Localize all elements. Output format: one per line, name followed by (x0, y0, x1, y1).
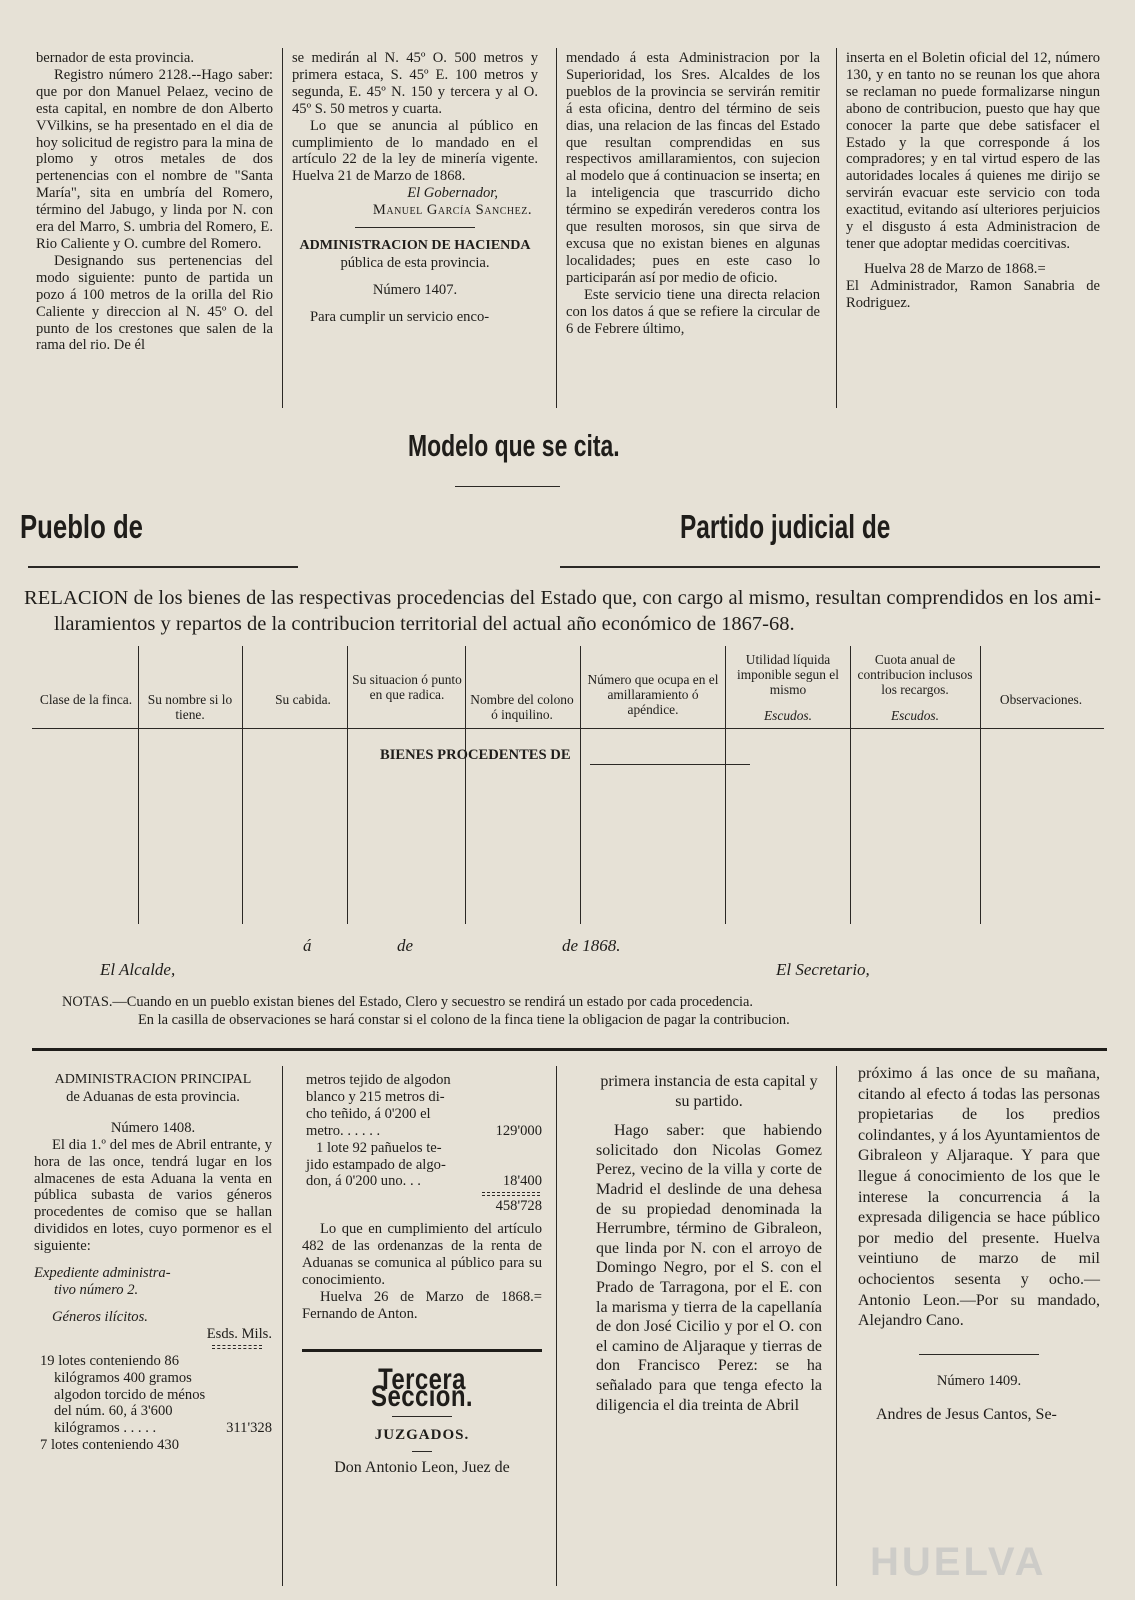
item-1-line-1: 19 lotes conteniendo 86 (40, 1352, 180, 1369)
column-1 (36, 50, 273, 354)
notice-number-1407: Número 1407. (372, 281, 458, 298)
circular-reference-paragraph: Este servicio tiene una directa relacion con los datos á que se refiere la circular de 6 de Febrere último, (566, 286, 820, 337)
nota-1: NOTAS.—Cuando en un pueblo existan bienes del Estado, Clero y secuestro se rendirá un estado por cada procedencia. (62, 994, 753, 1010)
column-rule (836, 1066, 837, 1586)
header-clase: Clase de la finca. (39, 692, 133, 707)
item-1-line-5 (34, 1420, 272, 1437)
section-divider (32, 1048, 1107, 1051)
item-2-line-3: blanco y 215 metros di- (306, 1088, 445, 1105)
deslinde-paragraph: Hago saber: que habiendo solicitado don Nicolas Gomez Perez, vecino de la villa y corte de Madrid el deslinde de una dehesa de su propiedad denominada la Herrumbre, término de Gibraleon, que linda por N. con el arroyo de Domingo Negro, por el S. con el Prado de Tarragona, por el E. con la marisma y tierra de la capellanía de don José Cicilio y por el O. con el camino de Aljaraque y tierras de don Francisco Perez: se ha señalado para que tenga efecto la diligencia el dia treinta de Abril (596, 1122, 822, 1414)
pueblo-label: Pueblo de (20, 508, 143, 545)
table-column-rule (347, 646, 348, 924)
alcalde-signature: El Alcalde, (100, 960, 176, 979)
aduanas-continued-column (302, 1072, 542, 1477)
header-nombre: Su nombre si lo tiene. (147, 692, 233, 722)
seccion-rule (302, 1349, 542, 1352)
aduanas-date-signature: Huelva 26 de Marzo de 1868.= Fernando de Anton. (302, 1288, 542, 1322)
table-column-rule (725, 646, 726, 924)
item-3-line-1: 1 lote 92 pañuelos te- (316, 1139, 442, 1156)
header-cuota-escudos: Escudos. (891, 708, 939, 723)
measurements-paragraph: se medirán al N. 45º O. 500 metros y primera estaca, S. 45º E. 100 metros y segunda, E. 45º N. 150 y tercera y al O. 45º S. 50 metros y cuarta. (292, 50, 538, 117)
relacion-line-1: RELACION de los bienes de las respectivas procedencias del Estado que, con cargo al mismo, resultan comprendidos en los ami- (24, 587, 1102, 609)
juzgado-column (596, 1072, 822, 1415)
juzgados-heading: JUZGADOS. (374, 1426, 470, 1443)
partido-blank-line (560, 566, 1100, 568)
relacion-line-2: llaramientos y repartos de la contribucion territorial del actual año económico de 1867-68. (54, 613, 795, 635)
aduanas-heading: ADMINISTRACION PRINCIPAL (54, 1072, 252, 1087)
header-utilidad: Utilidad líquida imponible segun el mismo (737, 652, 839, 697)
date-a: á (303, 936, 312, 955)
service-paragraph-start: Para cumplir un servicio enco- (310, 308, 490, 325)
total-value: 458'728 (495, 1198, 542, 1215)
item-2-line-2: metros tejido de algodon (306, 1072, 451, 1088)
pueblo-blank-line (28, 566, 298, 568)
hacienda-subheading: pública de esta provincia. (340, 254, 490, 271)
nota-2: En la casilla de observaciones se hará constar si el colono de la finca tiene la obligacion de pagar la contribucion. (138, 1012, 790, 1028)
mine-registry-notice: Registro número 2128.--Hago saber: que por don Manuel Pelaez, vecino de esta capital, en nombre de don Alberto VVilkins, se ha presentado en el dia de hoy solicitud de registro para la mina de plomo y otros metales de dos pertenencias con el nombre de "Santa María", sita en umbría del Romero, término del Jabugo, y linda por N. con era del Marro, S. umbria del Romero, E. Rio Caliente y O. cumbre del Romero. (36, 66, 273, 252)
item-3-line-3 (302, 1173, 542, 1190)
subasta-paragraph: El dia 1.º del mes de Abril entrante, y hora de las once, tendrá lugar en los almacenes de esta Aduana la venta en pública subasta de varios géneros procedentes de comiso que se hallan divididos en lotes, cuyo pormenor es el siguiente: (34, 1136, 272, 1255)
column-3 (566, 50, 820, 337)
citacion-paragraph: próximo á las once de su mañana, citando al efecto á todas las personas propietarias de los predios colindantes, y á los Ayuntamientos de Gibraleon y Aljaraque. Y para que llegue á conocimiento de los que le interese la concurrencia á la expresada diligencia se hace público por medio del presente. Huelva veintiuno de marzo de mil ochocientos sesenta y ocho.—Antonio Leon.—Por su mandado, Alejandro Cano. (858, 1065, 1100, 1330)
double-rule (482, 1192, 540, 1196)
item-1-line-4: del núm. 60, á 3'600 (54, 1403, 173, 1420)
table-column-rule (138, 646, 139, 924)
title-underline (455, 486, 560, 487)
aduanas-column (34, 1072, 272, 1454)
separator (412, 1451, 432, 1452)
secretario-signature: El Secretario, (776, 960, 870, 979)
column-1-first-line: bernador de esta provincia. (36, 50, 195, 66)
header-observaciones: Observaciones. (999, 692, 1083, 707)
esds-mils-header: Esds. Mils. (206, 1325, 272, 1342)
table-column-rule (980, 646, 981, 924)
modelo-title: Modelo que se cita. (408, 428, 620, 463)
table-column-rule (465, 646, 466, 924)
header-cabida: Su cabida. (275, 692, 331, 707)
separator (392, 1416, 452, 1417)
header-cuota: Cuota anual de contribucion inclusos los recargos. (857, 652, 973, 697)
item-2-value: 129'000 (495, 1122, 542, 1139)
separator (919, 1354, 1039, 1355)
cantos-line: Andres de Jesus Cantos, Se- (876, 1406, 1057, 1424)
table-column-rule (242, 646, 243, 924)
column-rule (282, 48, 283, 408)
hacienda-heading: ADMINISTRACION DE HACIENDA (299, 238, 531, 254)
tercera-seccion-heading: Tercera Seccion. (371, 1362, 473, 1413)
item-2-line-4: cho teñido, á 0'200 el (306, 1105, 431, 1122)
primera-instancia: primera instancia de esta capital y su partido. (600, 1073, 818, 1110)
double-rule (212, 1345, 262, 1349)
item-1-line-3: algodon torcido de ménos (54, 1386, 206, 1403)
column-rule (282, 1066, 283, 1586)
header-utilidad-escudos: Escudos. (764, 708, 812, 723)
notice-number-1408: Número 1408. (110, 1119, 196, 1136)
column-2 (292, 50, 538, 326)
service-paragraph-continued: mendado á esta Administracion por la Superioridad, los Sres. Alcaldes de los pueblos de la provincia se servirán remitir á esta oficina, dentro del término de seis dias, una relacion de las fincas del Estado que resultan comprendidas en sus respectivos amillaramientos, con sujecion al modelo que á continuacion se inserta; en la inteligencia que trascurrido dicho término se expedirán verederos contra los que resulten morosos, sin que sirva de excusa que no existan bienes en algunas localidades; pues en este caso lo participarán así por medio de oficio. (566, 50, 820, 286)
item-1-label: kilógramos . . . . . (54, 1420, 157, 1437)
item-1-value: 311'328 (226, 1420, 272, 1437)
date-year: de 1868. (562, 936, 621, 955)
table-column-rule (850, 646, 851, 924)
item-3-label: don, á 0'200 uno. . . (306, 1173, 421, 1190)
item-2-label: metro. . . . . . (306, 1122, 381, 1139)
partido-label: Partido judicial de (680, 508, 891, 545)
generos-ilicitos: Géneros ilícitos. (52, 1308, 148, 1325)
item-2-line-1: 7 lotes conteniendo 430 (40, 1437, 180, 1454)
header-colono: Nombre del colono ó inquilino. (470, 692, 574, 722)
table-column-rule (580, 646, 581, 924)
expediente-line-1: Expediente administra- (34, 1265, 171, 1282)
mine-boundaries-paragraph: Designando sus pertenencias del modo siguiente: punto de partida un pozo á 100 metros de la orilla del Rio Caliente y direccion al N. 45º O. del punto de los crestones que salen de la rama del rio. De él (36, 252, 273, 354)
announcement-paragraph: Lo que se anuncia al público en cumplimiento de lo mandado en el artículo 22 de la ley de minería vigente. Huelva 21 de Marzo de 1868. (292, 117, 538, 185)
column-rule (836, 48, 837, 408)
item-3-line-2: jido estampado de algo- (306, 1156, 446, 1173)
boletin-paragraph: inserta en el Boletin oficial del 12, número 130, y en tanto no se reunan los que ahora se reclaman no puede formalizarse ningun abono de contribucion, puesto que hay que conocer la parte que debe satisfacer el Estado y la que corresponde á los compradores; y en tal virtud espero de las autoridades locales á quienes me dirijo se servirán evacuar este servicio con toda exactitud, evitando así ulteriores perjuicios y el disgusto á esta Administracion de tener que adoptar medidas coercitivas. (846, 50, 1100, 252)
separator (355, 227, 475, 228)
aduanas-subheading: de Aduanas de esta provincia. (66, 1088, 240, 1105)
date-line: Huelva 28 de Marzo de 1868.= (864, 260, 1046, 277)
header-amillaramiento: Número que ocupa en el amillaramiento ó apéndice. (587, 672, 719, 717)
huelva-watermark: HUELVA (870, 1540, 1047, 1584)
column-rule (556, 48, 557, 408)
expediente-line-2: tivo número 2. (54, 1281, 139, 1298)
administrator-signature: El Administrador, Ramon Sanabria de Rodriguez. (846, 277, 1100, 311)
bienes-procedentes: BIENES PROCEDENTES DE (380, 747, 571, 763)
item-2-line-5 (302, 1123, 542, 1140)
column-rule (556, 1066, 557, 1586)
signature-name: Manuel García Sanchez. (372, 202, 532, 219)
juzgado-continued-column (858, 1064, 1100, 1426)
juez-line: Don Antonio Leon, Juez de (334, 1459, 510, 1477)
item-1-line-2: kilógramos 400 gramos (54, 1369, 192, 1386)
ordenanzas-paragraph: Lo que en cumplimiento del artículo 482 de las ordenanzas de la renta de Aduanas se comunica al público para su conocimiento. (302, 1221, 542, 1288)
bienes-blank-line (590, 764, 750, 765)
header-situacion: Su situacion ó punto en que radica. (352, 672, 462, 702)
signature-title: El Gobernador, (407, 185, 498, 202)
column-4 (846, 50, 1100, 312)
table-header-rule (32, 728, 1104, 729)
notice-number-1409: Número 1409. (936, 1372, 1022, 1389)
date-de: de (397, 936, 414, 955)
item-3-value: 18'400 (502, 1173, 542, 1190)
